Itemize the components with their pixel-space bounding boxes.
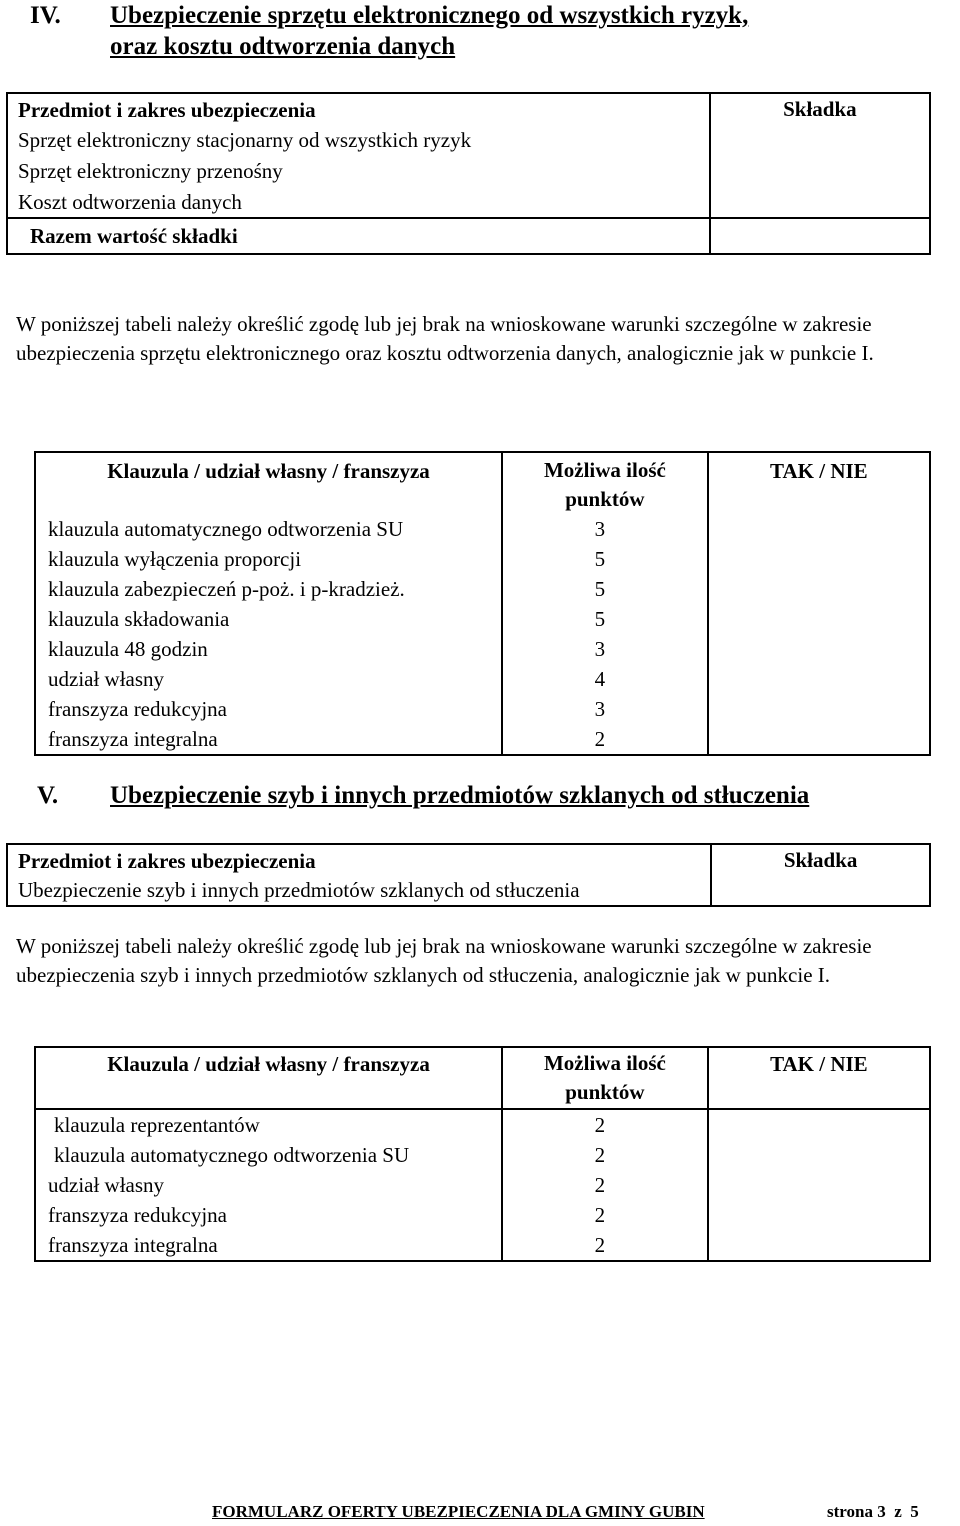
points-column — [502, 1109, 708, 1261]
points-header-line1: Możliwa ilość — [543, 1051, 666, 1075]
scope-header: Przedmiot i zakres ubezpieczenia — [18, 98, 316, 122]
clause-header-cell — [35, 1047, 502, 1109]
section-5-paragraph: W poniższej tabeli należy określić zgodę lub jej brak na wnioskowane warunki szczególne w zakresie ubezpieczenia szyb i innych przedmiotów szklanych od stłuczenia, analogicznie jak w punkcie I. — [16, 934, 872, 987]
section-4-heading — [30, 2, 950, 64]
yesno-header: TAK / NIE — [770, 459, 868, 483]
points-header-cell — [502, 1047, 708, 1109]
section-4-paragraph: W poniższej tabeli należy określić zgodę lub jej brak na wnioskowane warunki szczególne w zakresie ubezpieczenia sprzętu elektronicznego oraz kosztu odtworzenia danych, analogicznie jak w punkcie I. — [16, 312, 874, 365]
clause-name: klauzula automatycznego odtworzenia SU — [54, 1143, 410, 1167]
clause-points: 5 — [594, 577, 606, 601]
clause-name: klauzula składowania — [48, 607, 230, 631]
clause-name: klauzula automatycznego odtworzenia SU — [48, 517, 404, 541]
total-label: Razem wartość składki — [30, 224, 238, 248]
scope-cell — [7, 93, 710, 218]
clause-points: 2 — [594, 1143, 606, 1167]
section-4-number: IV. — [30, 2, 61, 29]
clause-points: 5 — [594, 547, 606, 571]
premium-header: Składka — [783, 97, 857, 121]
yesno-column[interactable] — [708, 452, 930, 755]
clause-name: franszyza redukcyjna — [48, 697, 227, 721]
section-5-number: V. — [37, 782, 59, 809]
clause-column — [35, 1109, 502, 1261]
clause-name: franszyza integralna — [48, 1233, 218, 1257]
premium-header: Składka — [783, 848, 858, 872]
scope-header: Przedmiot i zakres ubezpieczenia — [18, 849, 316, 873]
scope-cell — [7, 844, 711, 906]
clause-points: 5 — [594, 607, 606, 631]
clause-points: 2 — [594, 1173, 606, 1197]
section-5-scope-table — [6, 843, 931, 907]
clause-name: klauzula 48 godzin — [48, 637, 208, 661]
clause-name: franszyza integralna — [48, 727, 218, 751]
clause-points: 3 — [594, 637, 606, 661]
clause-points: 2 — [594, 1203, 606, 1227]
section-5-clause-table — [34, 1046, 931, 1262]
section-4-title-line1: Ubezpieczenie sprzętu elektronicznego od wszystkich ryzyk, — [110, 2, 749, 29]
clause-header: Klauzula / udział własny / franszyza — [107, 1052, 430, 1076]
section-4-scope-table — [6, 92, 931, 255]
clause-name: klauzula zabezpieczeń p-poż. i p-kradzież. — [48, 577, 405, 601]
points-column — [502, 452, 708, 755]
clause-points: 2 — [594, 1113, 606, 1137]
clause-name: klauzula wyłączenia proporcji — [48, 547, 302, 571]
premium-header-cell — [710, 93, 930, 218]
points-header-line1: Możliwa ilość — [543, 458, 666, 482]
scope-item: Sprzęt elektroniczny stacjonarny od wszystkich ryzyk — [18, 128, 472, 152]
clause-column — [35, 452, 502, 755]
section-5-heading — [30, 782, 950, 814]
clause-name: klauzula reprezentantów — [54, 1113, 260, 1137]
total-cell — [7, 218, 710, 254]
clause-name: franszyza redukcyjna — [48, 1203, 227, 1227]
premium-header-cell[interactable] — [711, 844, 930, 906]
clause-header: Klauzula / udział własny / franszyza — [107, 459, 430, 483]
clause-points: 3 — [594, 517, 606, 541]
clause-points: 2 — [594, 727, 606, 751]
footer-page-number: strona 3 z 5 — [827, 1502, 919, 1521]
scope-item: Ubezpieczenie szyb i innych przedmiotów szklanych od stłuczenia — [18, 878, 580, 902]
yesno-header-cell — [708, 1047, 930, 1109]
section-4-clause-table — [34, 451, 931, 756]
clause-name: udział własny — [48, 667, 165, 691]
yesno-header: TAK / NIE — [770, 1052, 868, 1076]
footer-form-title: FORMULARZ OFERTY UBEZPIECZENIA DLA GMINY GUBIN — [212, 1502, 705, 1521]
points-header-line2: punktów — [565, 1080, 645, 1104]
clause-points: 2 — [594, 1233, 606, 1257]
yesno-column[interactable] — [708, 1109, 930, 1261]
points-header-line2: punktów — [565, 487, 645, 511]
section-5-title: Ubezpieczenie szyb i innych przedmiotów szklanych od stłuczenia — [110, 782, 810, 809]
section-4-title-line2: oraz kosztu odtworzenia danych — [110, 33, 456, 60]
clause-points: 3 — [594, 697, 606, 721]
clause-name: udział własny — [48, 1173, 165, 1197]
total-premium-cell[interactable] — [710, 218, 930, 254]
points-header — [503, 1049, 707, 1107]
scope-item: Sprzęt elektroniczny przenośny — [18, 159, 283, 183]
scope-item: Koszt odtworzenia danych — [18, 190, 242, 214]
clause-points: 4 — [594, 667, 606, 691]
points-header — [503, 456, 707, 514]
